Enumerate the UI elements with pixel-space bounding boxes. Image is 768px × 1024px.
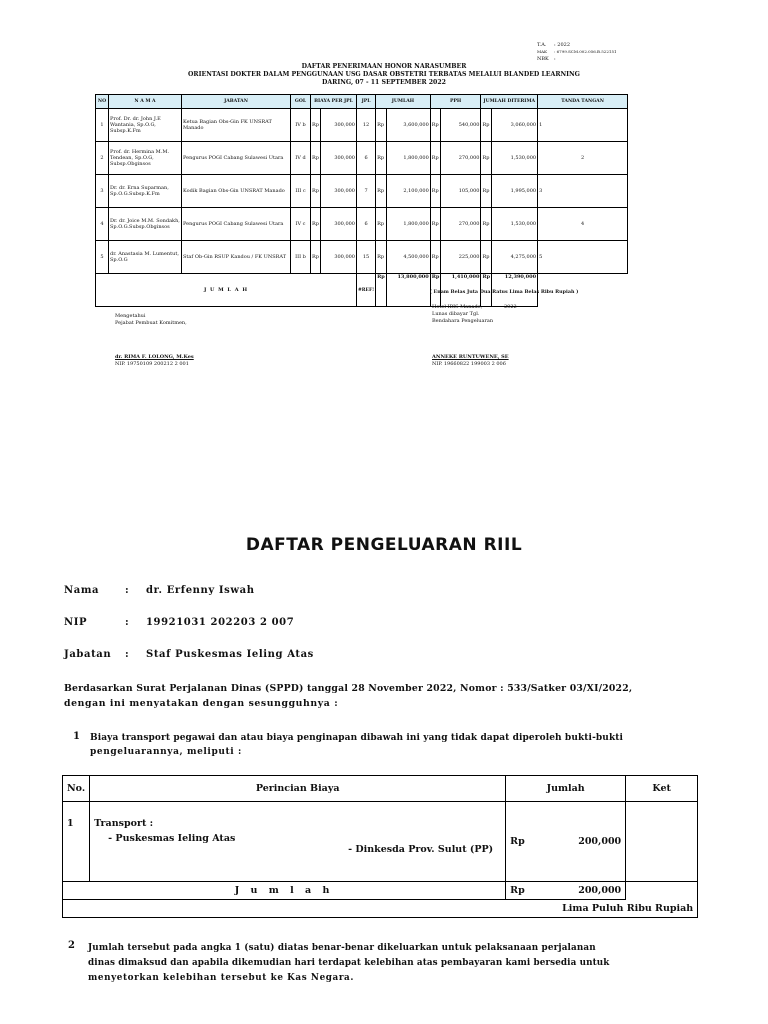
- row-rp: Rp: [376, 142, 387, 175]
- item2-text: Jumlah tersebut pada angka 1 (satu) diatas benar-benar dikeluarkan untuk pelaksanaan perjalanan: [88, 943, 596, 953]
- nbk-value: :: [554, 56, 556, 62]
- riil-total-rp: Rp: [510, 885, 525, 896]
- table-header-row: [96, 95, 628, 109]
- row-jumlah: 3,600,000: [386, 109, 430, 142]
- col-jumlah: JUMLAH: [376, 95, 431, 109]
- nama-value: dr. Erfenny Iswah: [146, 585, 255, 596]
- riil-row-amount: 200,000: [578, 836, 622, 847]
- mak-label: MAK: [537, 49, 547, 54]
- row-diterima: 1,530,000: [492, 208, 538, 241]
- row-nama: Dr. dr. Joice M.M. Sondakh, Sp.O.G.Subsp.Obginsos: [109, 208, 182, 241]
- jabatan-value: Staf Puskesmas Ieling Atas: [146, 649, 314, 660]
- riil-table: [62, 775, 698, 918]
- nama-label: Nama: [64, 585, 100, 596]
- sign-left-line2: Pejabat Pembuat Komitmen,: [115, 320, 187, 326]
- row-biaya: 300,000: [321, 109, 357, 142]
- item1-text-b: pengeluarannya, meliputi :: [90, 747, 242, 757]
- col-diterima: JUMLAH DITERIMA: [481, 95, 538, 109]
- riil-col-jumlah: Jumlah: [506, 776, 626, 802]
- row-rp: Rp: [481, 175, 492, 208]
- row-biaya: 300,000: [321, 241, 357, 274]
- row-rp: Rp: [481, 109, 492, 142]
- row-pph: 270,000: [441, 208, 481, 241]
- row-jumlah: 1,800,000: [386, 208, 430, 241]
- row-diterima: 4,275,000: [492, 241, 538, 274]
- row-gol: III b: [291, 241, 311, 274]
- row-nama: Prof. Dr. dr. John J.E Wantania, Sp.O.G, Subsp.K.Fm: [109, 109, 182, 142]
- item1-text: Biaya transport pegawai dan atau biaya penginapan dibawah ini yang tidak dapat diperoleh bukti-bukti: [90, 733, 624, 743]
- total-diterima: 12,390,000: [492, 274, 538, 307]
- sign-right-place: Hotel IBIS Manado,: [432, 304, 483, 310]
- col-jabatan: JABATAN: [182, 95, 291, 109]
- honor-table: [95, 94, 628, 307]
- row-diterima: 1,995,000: [492, 175, 538, 208]
- row-rp: Rp: [481, 241, 492, 274]
- row-jabatan: Pengurus POGI Cabang Sulawesi Utara: [182, 142, 291, 175]
- col-biaya: BIAYA PER JPL: [311, 95, 357, 109]
- row-rp: Rp: [376, 175, 387, 208]
- header-line2: ORIENTASI DOKTER DALAM PENGGUNAAN USG DASAR OBSTETRI TERBATAS MELALUI BLANDED LEARNING: [188, 71, 580, 78]
- row-rp: Rp: [311, 142, 321, 175]
- item1-no: 1: [73, 731, 81, 742]
- row-gol: IV c: [291, 208, 311, 241]
- riil-col-ket: Ket: [626, 776, 698, 802]
- header-line3: DARING, 07 - 11 SEPTEMBER 2022: [322, 79, 446, 86]
- row-gol: III c: [291, 175, 311, 208]
- riil-title: DAFTAR PENGELUARAN RIIL: [245, 535, 523, 555]
- row-biaya: 300,000: [321, 208, 357, 241]
- row-diterima: 1,530,000: [492, 142, 538, 175]
- total-rp: Rp: [376, 274, 387, 307]
- row-rp: Rp: [376, 109, 387, 142]
- total-jumlah: 13,800,000: [386, 274, 430, 307]
- nip-colon: :: [125, 617, 130, 628]
- row-rp: Rp: [430, 142, 441, 175]
- mak-value: : 6799.SCM.002.056.B.522151: [554, 49, 617, 54]
- row-ttd: 3: [538, 175, 628, 208]
- row-ttd: 4: [538, 208, 628, 241]
- item2-text-c: menyetorkan kelebihan tersebut ke Kas Negara.: [88, 973, 355, 983]
- row-rp: Rp: [430, 208, 441, 241]
- row-no: 5: [96, 241, 109, 274]
- riil-row-ket: [626, 802, 698, 882]
- row-diterima: 3,060,000: [492, 109, 538, 142]
- nama-colon: :: [125, 585, 130, 596]
- riil-col-no: No.: [63, 776, 90, 802]
- row-pph: 225,000: [441, 241, 481, 274]
- row-gol: IV b: [291, 109, 311, 142]
- total-rp: Rp: [430, 274, 441, 307]
- sign-right-year: 2022: [504, 304, 517, 310]
- jabatan-label: Jabatan: [64, 649, 112, 660]
- riil-total-ket: [626, 882, 698, 900]
- row-jumlah: 2,100,000: [386, 175, 430, 208]
- riil-row-rp: Rp: [510, 836, 525, 847]
- sign-right-line3: Bendahara Pengeluaran: [432, 318, 494, 324]
- riil-row-amount-cell: [506, 802, 626, 882]
- jabatan-colon: :: [125, 649, 130, 660]
- row-jpl: 7: [357, 175, 376, 208]
- riil-col-perincian: Perincian Biaya: [90, 776, 506, 802]
- row-jabatan: Kodik Bagian Obs-Gin UNSRAT Manado: [182, 175, 291, 208]
- col-no: NO: [96, 95, 109, 109]
- row-rp: Rp: [376, 241, 387, 274]
- row-gol: IV d: [291, 142, 311, 175]
- row-ttd: 2: [538, 142, 628, 175]
- terbilang-text: ( Enam Belas Juta Dua Ratus Lima Belas Ribu Rupiah ): [429, 289, 579, 295]
- sign-left-name: dr. RIMA F. LOLONG, M.Kes: [115, 354, 194, 360]
- row-no: 4: [96, 208, 109, 241]
- nip-value: 19921031 202203 2 007: [146, 617, 295, 628]
- row-jumlah: 1,800,000: [386, 142, 430, 175]
- row-rp: Rp: [481, 208, 492, 241]
- sign-left-line1: Mengetahui: [115, 313, 146, 319]
- item2-no: 2: [68, 940, 76, 951]
- row-jabatan: Pengurus POGI Cabang Sulawesi Utara: [182, 208, 291, 241]
- sign-right-line2: Lunas dibayar Tgl.: [432, 311, 480, 317]
- table-row: [96, 241, 628, 274]
- riil-row-dest: - Dinkesda Prov. Sulut (PP): [348, 844, 494, 855]
- row-biaya: 300,000: [321, 175, 357, 208]
- row-jpl: 6: [357, 208, 376, 241]
- row-jpl: 15: [357, 241, 376, 274]
- row-rp: Rp: [311, 109, 321, 142]
- para1: Berdasarkan Surat Perjalanan Dinas (SPPD) tanggal 28 November 2022, Nomor : 533/Satker 03/XI/2022,: [64, 683, 633, 694]
- row-jpl: 6: [357, 142, 376, 175]
- row-jumlah: 4,500,000: [386, 241, 430, 274]
- col-nama: N A M A: [109, 95, 182, 109]
- riil-terbilang: Lima Puluh Ribu Rupiah: [63, 900, 698, 918]
- table-row: [96, 208, 628, 241]
- riil-row-title: Transport :: [94, 818, 154, 829]
- row-pph: 105,000: [441, 175, 481, 208]
- col-gol: GOL: [291, 95, 311, 109]
- row-rp: Rp: [311, 241, 321, 274]
- row-rp: Rp: [430, 109, 441, 142]
- sign-right-name: ANNEKE RUNTUWENE, SE: [432, 354, 509, 360]
- header-line1: DAFTAR PENERIMAAN HONOR NARASUMBER: [301, 63, 467, 70]
- ref-error: #REF!: [357, 274, 376, 307]
- riil-total-cell: [506, 882, 626, 900]
- row-nama: Dr. dr. Erna Suparman, Sp.O.G.Subsp.K.Fm: [109, 175, 182, 208]
- row-nama: dr. Anastasia M. Lumentut, Sp.O.G: [109, 241, 182, 274]
- nip-label: NIP: [64, 617, 88, 628]
- col-ttd: TANDA TANGAN: [538, 95, 628, 109]
- row-no: 1: [96, 109, 109, 142]
- riil-total-amount: 200,000: [578, 885, 622, 896]
- row-rp: Rp: [376, 208, 387, 241]
- sign-left-nip: NIP. 19750109 200212 2 001: [115, 361, 189, 367]
- table-row: [96, 142, 628, 175]
- row-rp: Rp: [430, 241, 441, 274]
- table-row: [96, 175, 628, 208]
- table-row: [96, 109, 628, 142]
- nbk-label: NBK: [537, 56, 549, 62]
- ta-value: : 2022: [554, 42, 570, 48]
- row-no: 2: [96, 142, 109, 175]
- row-biaya: 300,000: [321, 142, 357, 175]
- row-jabatan: Staf Ob-Gin RSUP Kandou / FK UNSRAT: [182, 241, 291, 274]
- row-ttd: 5: [538, 241, 628, 274]
- sign-right-nip: NIP. 19660822 199003 2 006: [432, 361, 506, 367]
- total-rp: Rp: [481, 274, 492, 307]
- row-rp: Rp: [311, 208, 321, 241]
- col-pph: PPH: [430, 95, 481, 109]
- riil-total-label: J u m l a h: [63, 882, 506, 900]
- para1b: dengan ini menyatakan dengan sesungguhnya :: [64, 698, 339, 709]
- row-ttd: 1: [538, 109, 628, 142]
- row-jabatan: Ketua Bagian Obs-Gin FK UNSRAT Manado: [182, 109, 291, 142]
- row-rp: Rp: [311, 175, 321, 208]
- riil-row-no: 1: [63, 802, 90, 882]
- row-rp: Rp: [481, 142, 492, 175]
- row-pph: 270,000: [441, 142, 481, 175]
- row-no: 3: [96, 175, 109, 208]
- row-pph: 540,000: [441, 109, 481, 142]
- item2-text-b: dinas dimaksud dan apabila dikemudian hari terdapat kelebihan atas pembayaran kami bersedia untuk: [88, 958, 610, 968]
- row-jpl: 12: [357, 109, 376, 142]
- row-rp: Rp: [430, 175, 441, 208]
- riil-row-perincian: [90, 802, 506, 882]
- ta-label: T.A.: [537, 42, 547, 48]
- riil-row-sub: - Puskesmas Ieling Atas: [108, 833, 236, 844]
- total-label: J U M L A H: [96, 274, 357, 307]
- col-jpl: JPL: [357, 95, 376, 109]
- total-pph: 1,410,000: [441, 274, 481, 307]
- row-nama: Prof. dr. Hermina M.M. Tendean, Sp.O.G, Subsp.Obginsos: [109, 142, 182, 175]
